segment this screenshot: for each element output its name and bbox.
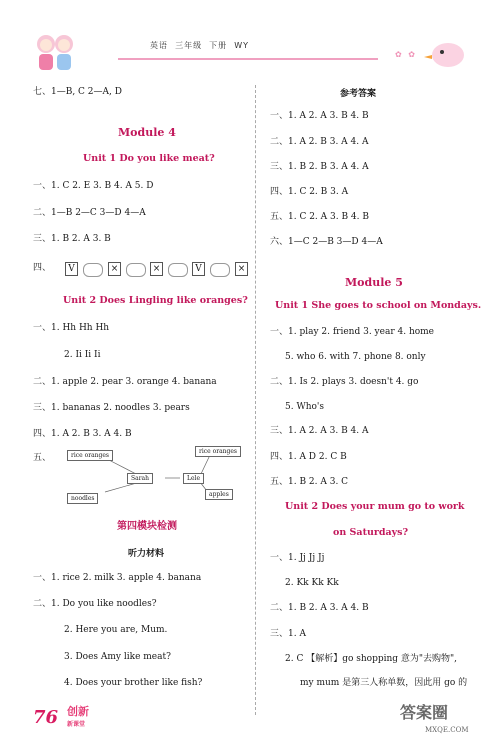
ans-row-6: 六、1—C 2—B 3—D 4—A bbox=[270, 237, 383, 247]
answer-mark: × bbox=[150, 262, 163, 276]
answers-title: 参考答案 bbox=[340, 89, 377, 99]
m5u2-row-4: 三、1. A bbox=[270, 629, 306, 639]
map-box-noodles: noodles bbox=[67, 493, 98, 504]
brand-logo-sub: 新课堂 bbox=[67, 721, 86, 728]
m4u1-row-2: 二、1—B 2—C 3—D 4—A bbox=[33, 208, 146, 218]
m4u2-row-3: 二、1. apple 2. pear 3. orange 4. banana bbox=[33, 377, 217, 387]
m4u1-row-3: 三、1. B 2. A 3. B bbox=[33, 234, 111, 244]
m4u2-row-2: 2. Ii Ii Ii bbox=[64, 350, 101, 360]
listening-row-4: 3. Does Amy like meat? bbox=[64, 652, 171, 662]
module-4-title: Module 4 bbox=[118, 126, 176, 139]
map-box-rice-oranges: rice oranges bbox=[67, 450, 113, 461]
m4u1-row-1: 一、1. C 2. E 3. B 4. A 5. D bbox=[33, 181, 154, 191]
map-box-sarah: Sarah bbox=[127, 473, 153, 484]
listening-row-3: 2. Here you are, Mum. bbox=[64, 625, 168, 635]
answer-mark: × bbox=[235, 262, 248, 276]
m5u2-row-1: 一、1. Jj Jj Jj bbox=[270, 553, 325, 563]
m4-unit2-title: Unit 2 Does Lingling like oranges? bbox=[63, 295, 248, 306]
ans-row-2: 二、1. A 2. B 3. A 4. A bbox=[270, 137, 369, 147]
listening-row-1: 一、1. rice 2. milk 3. apple 4. banana bbox=[33, 573, 202, 583]
m5u2-row-2: 2. Kk Kk Kk bbox=[285, 578, 339, 588]
map-box-apples: apples bbox=[205, 489, 233, 500]
left-line-7: 七、1—B, C 2—A, D bbox=[33, 87, 122, 97]
page-number: 76 bbox=[33, 707, 59, 728]
ans-row-4: 四、1. C 2. B 3. A bbox=[270, 187, 349, 197]
m4u1-q4-label: 四、 bbox=[33, 263, 52, 273]
food-picture bbox=[168, 263, 188, 277]
module-5-title: Module 5 bbox=[345, 276, 403, 289]
answer-mark: V bbox=[65, 262, 78, 276]
m5u1-row-1: 一、1. play 2. friend 3. year 4. home bbox=[270, 327, 435, 337]
m4u2-row-5: 四、1. A 2. B 3. A 4. B bbox=[33, 429, 132, 439]
header-line bbox=[118, 58, 378, 60]
bird-illustration bbox=[420, 35, 470, 70]
m5u1-row-5: 三、1. A 2. A 3. B 4. A bbox=[270, 426, 369, 436]
map-box-lele: Lele bbox=[183, 473, 204, 484]
ans-row-5: 五、1. C 2. A 3. B 4. B bbox=[270, 212, 369, 222]
brand-logo-text: 创新 bbox=[67, 705, 89, 718]
answer-mark: × bbox=[108, 262, 121, 276]
answer-mark: V bbox=[192, 262, 205, 276]
cartoon-girls-illustration bbox=[30, 28, 80, 78]
food-picture bbox=[83, 263, 103, 277]
watermark-url: MXQE.COM bbox=[425, 726, 469, 734]
m5-unit2-title-line2: on Saturdays? bbox=[333, 527, 409, 538]
header-dots-decoration: ✿ ✿ bbox=[395, 50, 417, 59]
m5u1-row-2: 5. who 6. with 7. phone 8. only bbox=[285, 352, 426, 362]
listening-row-5: 4. Does your brother like fish? bbox=[64, 678, 203, 688]
food-picture bbox=[126, 263, 146, 277]
watermark: 答案圈 bbox=[400, 703, 449, 722]
m4u2-row-1: 一、1. Hh Hh Hh bbox=[33, 323, 110, 333]
map-box-rice-oranges-right: rice oranges bbox=[195, 446, 241, 457]
m5u2-row-3: 二、1. B 2. A 3. A 4. B bbox=[270, 603, 369, 613]
m5-unit1-title: Unit 1 She goes to school on Mondays. bbox=[275, 300, 482, 311]
m4u2-row-4: 三、1. bananas 2. noodles 3. pears bbox=[33, 403, 190, 413]
m5u2-row-6: my mum 是第三人称单数，因此用 go 的 bbox=[300, 678, 468, 688]
brand-logo bbox=[67, 703, 89, 728]
m5-unit2-title-line1: Unit 2 Does your mum go to work bbox=[285, 501, 465, 512]
m5u1-row-4: 5. Who's bbox=[285, 402, 325, 412]
ans-row-1: 一、1. A 2. A 3. B 4. B bbox=[270, 111, 369, 121]
m5u1-row-7: 五、1. B 2. A 3. C bbox=[270, 477, 349, 487]
ans-row-3: 三、1. B 2. B 3. A 4. A bbox=[270, 162, 369, 172]
column-divider bbox=[255, 85, 256, 715]
m4-unit1-title: Unit 1 Do you like meat? bbox=[83, 153, 215, 164]
food-picture bbox=[210, 263, 230, 277]
listening-row-2: 二、1. Do you like noodles? bbox=[33, 599, 157, 609]
listening-material-title: 听力材料 bbox=[128, 549, 165, 559]
m5u2-row-5: 2. C 【解析】go shopping 意为"去购物", bbox=[285, 654, 458, 664]
m5u1-row-3: 二、1. Is 2. plays 3. doesn't 4. go bbox=[270, 377, 419, 387]
header-text: 英语 三年级 下册 WY bbox=[150, 41, 250, 50]
preference-map-diagram bbox=[65, 440, 245, 510]
m5u1-row-6: 四、1. A D 2. C B bbox=[270, 452, 347, 462]
m4u2-q5-label: 五、 bbox=[33, 453, 52, 463]
module-4-check-title: 第四模块检测 bbox=[117, 521, 177, 532]
